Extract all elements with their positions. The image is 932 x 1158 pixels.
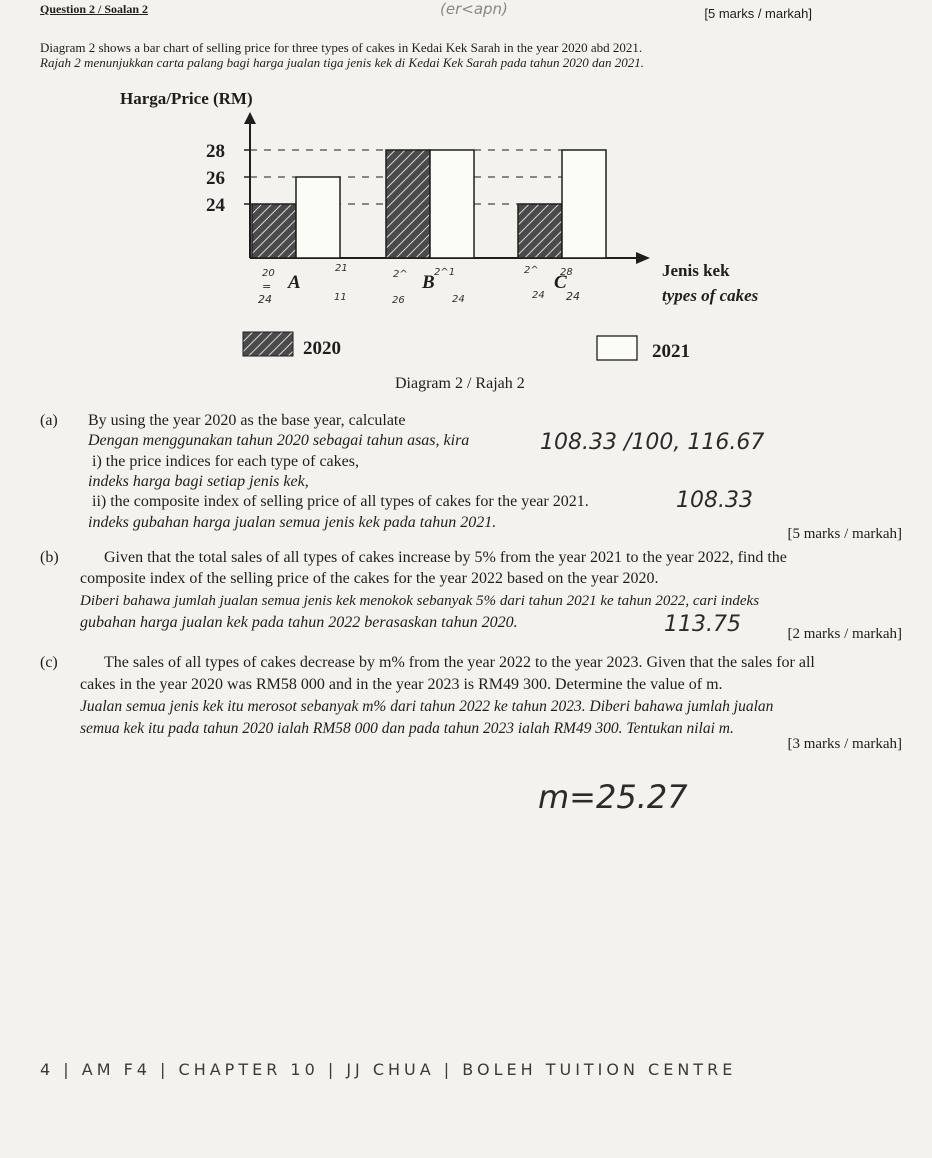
handwritten-answer-a-i: 108.33 /100, 116.67 bbox=[540, 430, 765, 455]
x-axis-label-malay: Jenis kek bbox=[662, 261, 730, 280]
legend-label-2021: 2021 bbox=[652, 341, 690, 362]
y-tick-label: 24 bbox=[206, 195, 225, 216]
hw-b-below-1: 26 bbox=[392, 295, 405, 306]
hw-a-bottom: 24 bbox=[258, 293, 272, 306]
handwritten-answer-c: m=25.27 bbox=[538, 778, 688, 816]
category-label-A: A bbox=[288, 272, 301, 293]
part-a-text-ms: Dengan menggunakan tahun 2020 sebagai tahun asas, kira bbox=[88, 432, 470, 449]
part-b-text-ms-2: gubahan harga jualan kek pada tahun 2022 berasaskan tahun 2020. bbox=[80, 614, 518, 631]
hw-c-below-1: 24 bbox=[532, 290, 545, 301]
part-a-text-en: By using the year 2020 as the base year, calculate bbox=[88, 412, 406, 429]
part-c-text-en-1: The sales of all types of cakes decrease by m% from the year 2022 to the year 2023. Given that the sales for all bbox=[104, 654, 815, 671]
hw-c-right: 28 bbox=[560, 267, 573, 278]
bar-chart bbox=[0, 0, 932, 400]
part-b-text-en-1: Given that the total sales of all types of cakes increase by 5% from the year 2021 to the year 2022, find the bbox=[104, 549, 787, 566]
part-c-marks: [3 marks / markah] bbox=[787, 736, 902, 752]
legend-swatch-2020 bbox=[243, 332, 293, 356]
part-a-ii-en: ii) the composite index of selling price of all types of cakes for the year 2021. bbox=[92, 493, 589, 510]
part-c-text-ms-1: Jualan semua jenis kek itu merosot sebanyak m% dari tahun 2022 ke tahun 2023. Diberi bahawa jumlah jualan bbox=[80, 698, 774, 715]
handwritten-answer-a-ii: 108.33 bbox=[676, 488, 753, 513]
category-label-B: B bbox=[422, 272, 435, 293]
bar-2021-B bbox=[430, 150, 474, 258]
hw-a-right: 21 bbox=[335, 263, 348, 274]
y-tick-label: 28 bbox=[206, 141, 225, 162]
hw-a-eq: = bbox=[262, 280, 272, 293]
part-c-label: (c) bbox=[40, 654, 58, 671]
part-a-label: (a) bbox=[40, 412, 58, 429]
y-axis-label: Harga/Price (RM) bbox=[120, 89, 253, 108]
part-b-marks: [2 marks / markah] bbox=[787, 626, 902, 642]
x-axis-arrow bbox=[636, 252, 650, 264]
y-axis-arrow bbox=[244, 112, 256, 124]
intro-english: Diagram 2 shows a bar chart of selling price for three types of cakes in Kedai Kek Sarah in the year 2020 abd 2021. bbox=[40, 40, 643, 55]
hw-b-below-2: 24 bbox=[452, 294, 465, 305]
legend-label-2020: 2020 bbox=[303, 338, 341, 359]
part-b-label: (b) bbox=[40, 549, 59, 566]
bar-2020-C bbox=[518, 204, 562, 258]
handwritten-title-note: (er<apn) bbox=[440, 0, 508, 18]
part-c-text-en-2: cakes in the year 2020 was RM58 000 and in the year 2023 is RM49 300. Determine the value of m. bbox=[80, 676, 723, 693]
part-c-text-ms-2: semua kek itu pada tahun 2020 ialah RM58 000 dan pada tahun 2023 ialah RM49 300. Tentukan nilai m. bbox=[80, 720, 734, 737]
page-footer: 4 | AM F4 | CHAPTER 10 | JJ CHUA | BOLEH TUITION CENTRE bbox=[40, 1060, 737, 1079]
part-a-ii-ms: indeks gubahan harga jualan semua jenis kek pada tahun 2021. bbox=[88, 514, 497, 531]
legend-swatch-2021 bbox=[597, 336, 637, 360]
y-tick-label: 26 bbox=[206, 168, 225, 189]
bar-2020-B bbox=[386, 150, 430, 258]
hw-c-left: 2^ bbox=[524, 265, 539, 276]
category-label-C: C bbox=[554, 272, 567, 293]
hw-b-left: 2^ bbox=[393, 269, 408, 280]
part-b-text-ms-1: Diberi bahawa jumlah jualan semua jenis kek menokok sebanyak 5% dari tahun 2021 ke tahun 2022, cari indeks bbox=[80, 593, 760, 609]
part-a-i-en: i) the price indices for each type of cakes, bbox=[92, 453, 359, 470]
hw-a-top: 20 bbox=[262, 268, 275, 279]
part-a-i-ms: indeks harga bagi setiap jenis kek, bbox=[88, 473, 309, 490]
handwritten-answer-b: 113.75 bbox=[664, 612, 741, 637]
part-b-text-en-2: composite index of the selling price of the cakes for the year 2022 based on the year 2020. bbox=[80, 570, 659, 587]
question-title: Question 2 / Soalan 2 bbox=[40, 2, 149, 16]
marks-top: [5 marks / markah] bbox=[704, 6, 812, 21]
diagram-caption: Diagram 2 / Rajah 2 bbox=[395, 375, 525, 392]
x-axis-label-english: types of cakes bbox=[662, 286, 759, 305]
part-a-marks: [5 marks / markah] bbox=[787, 526, 902, 542]
hw-a-below: 11 bbox=[334, 292, 347, 303]
intro-malay: Rajah 2 menunjukkan carta palang bagi harga jualan tiga jenis kek di Kedai Kek Sarah pada tahun 2020 dan 2021. bbox=[40, 55, 644, 70]
bar-2020-A bbox=[252, 204, 296, 258]
bar-2021-C bbox=[562, 150, 606, 258]
hw-c-below-2: 24 bbox=[566, 290, 580, 303]
hw-b-right: 2^1 bbox=[434, 267, 456, 278]
bar-2021-A bbox=[296, 177, 340, 258]
